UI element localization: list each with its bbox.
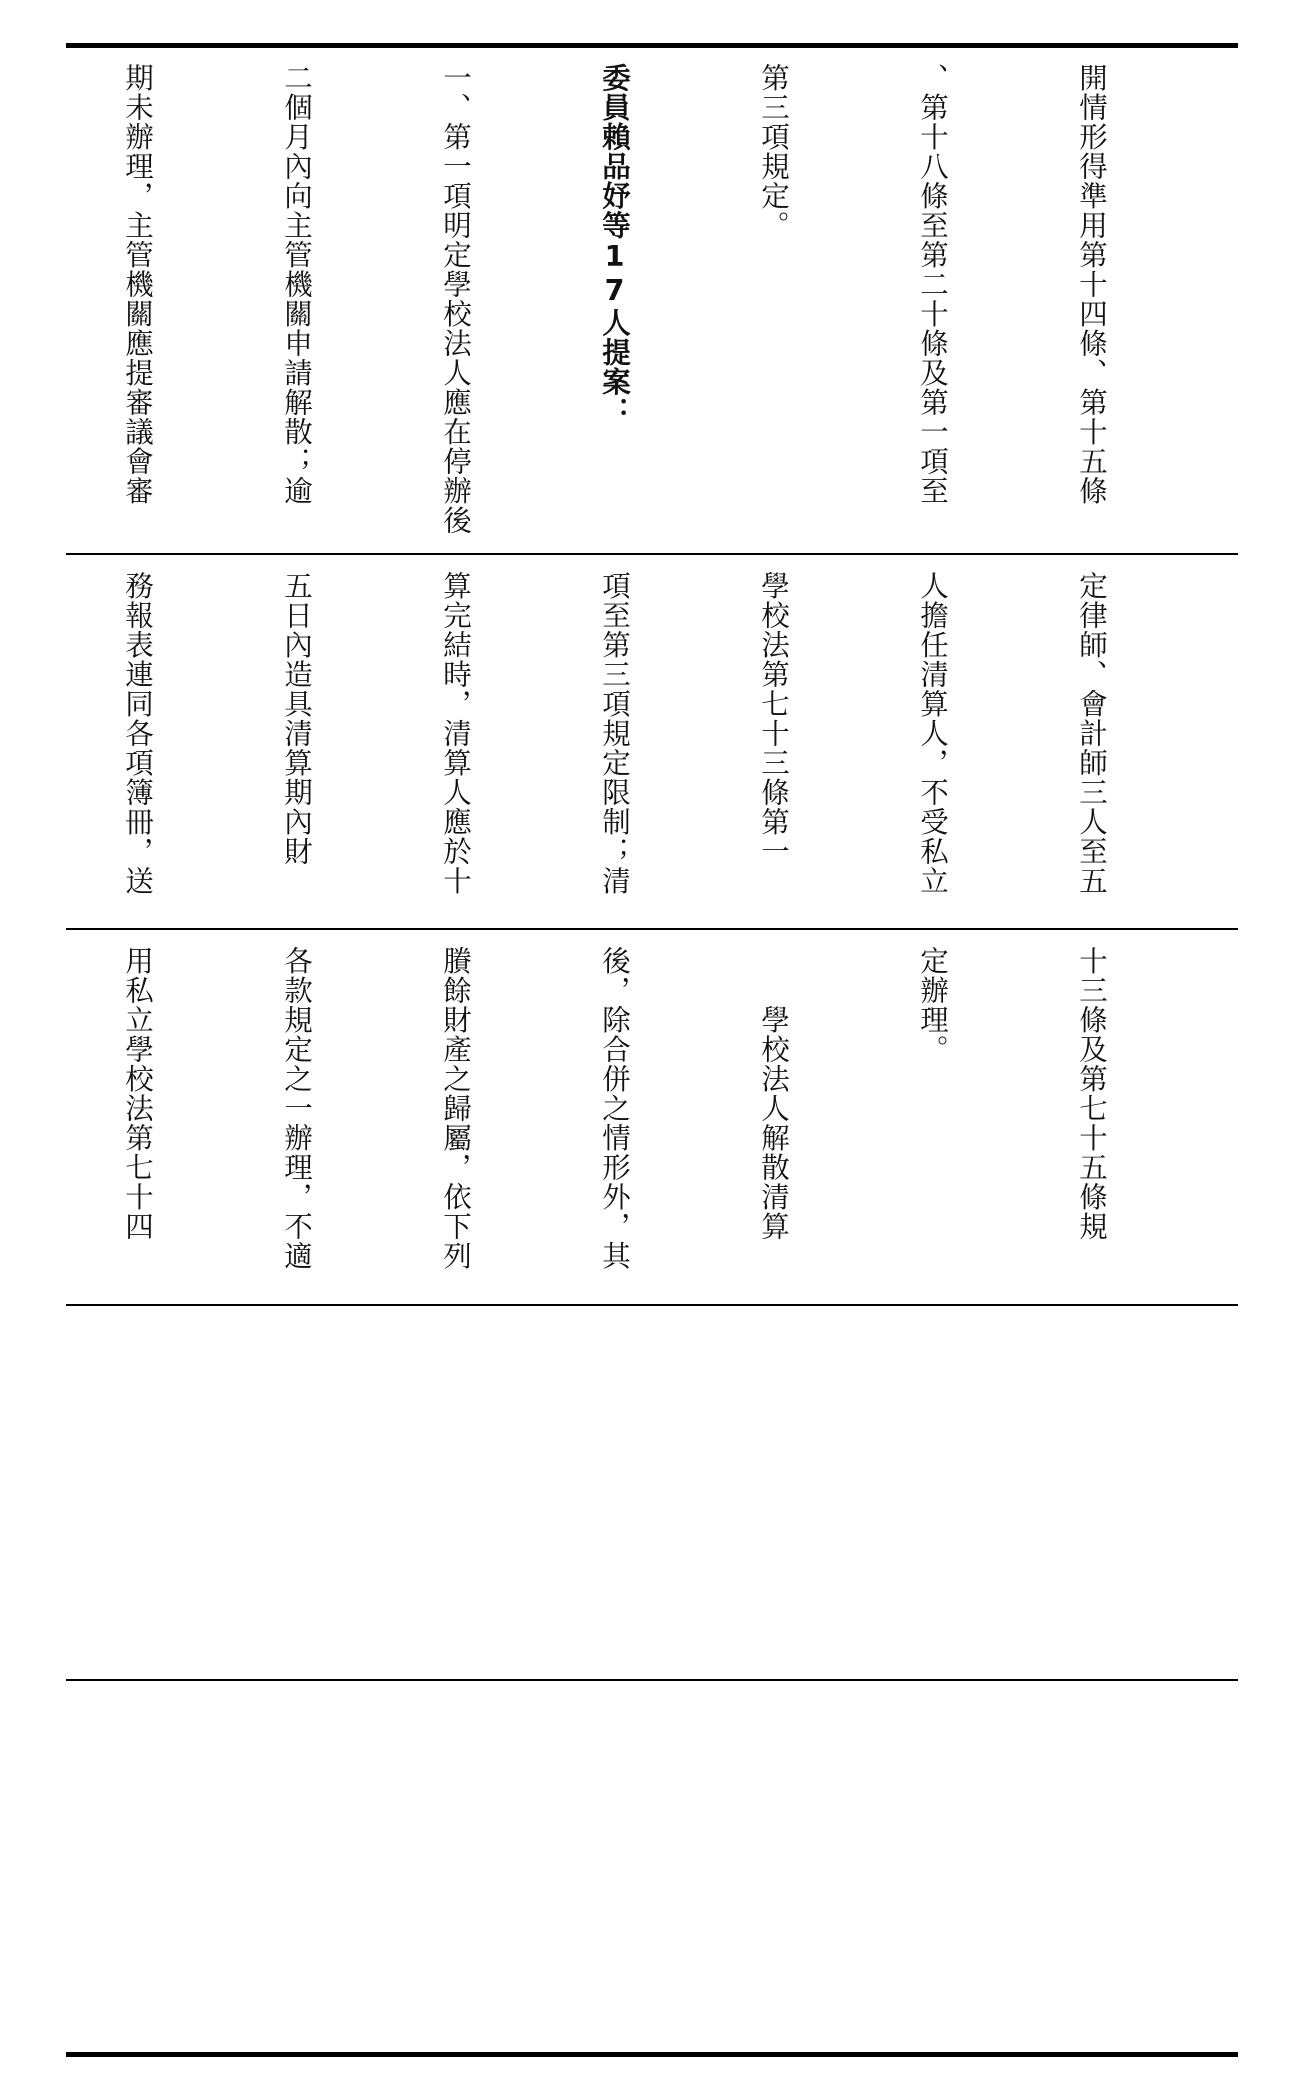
text-line: 五日內造具清算期內財 (280, 571, 313, 866)
text-line: 項至第三項規定限制；清 (598, 571, 631, 896)
text-line: 定律師、會計師三人至五 (1075, 571, 1108, 896)
proposal-heading: 委員賴品妤等17人提案： (598, 63, 631, 426)
text-line: 開情形得準用第十四條、第十五條 (1075, 63, 1108, 506)
text-line: 用私立學校法第七十四 (121, 946, 154, 1241)
text-line: 算完結時，清算人應於十 (439, 571, 472, 896)
text-line: 賸餘財產之歸屬，依下列 (439, 946, 472, 1271)
text-line: 各款規定之一辦理，不適 (280, 946, 313, 1271)
text-line: 學校法人解散清算 (757, 946, 790, 1241)
row-1-text (66, 63, 1224, 543)
text-line: 定辦理。 (916, 946, 949, 1064)
text-line: 十三條及第七十五條規 (1075, 946, 1108, 1241)
text-line: 二個月內向主管機關申請解散；逾 (280, 63, 313, 506)
row-3-text (66, 946, 1224, 1294)
table-row-5-empty (66, 1681, 1238, 2052)
table-row-1 (66, 47, 1238, 553)
table-row-2 (66, 555, 1238, 928)
text-line: 第三項規定。 (757, 63, 790, 240)
text-line: 一、第一項明定學校法人應在停辦後 (439, 63, 472, 535)
row-2-text (66, 571, 1224, 918)
text-line: 期未辦理，主管機關應提審議會審 (121, 63, 154, 506)
table-row-3 (66, 930, 1238, 1304)
text-line: 後，除合併之情形外，其 (598, 946, 631, 1271)
bottom-border-rule (66, 2052, 1238, 2057)
text-line: 人擔任清算人，不受私立 (916, 571, 949, 896)
text-line: 、第十八條至第二十條及第一項至 (916, 63, 949, 506)
text-line: 務報表連同各項簿冊，送 (121, 571, 154, 896)
table-row-4-empty (66, 1306, 1238, 1679)
text-line: 學校法第七十三條第一 (757, 571, 790, 866)
